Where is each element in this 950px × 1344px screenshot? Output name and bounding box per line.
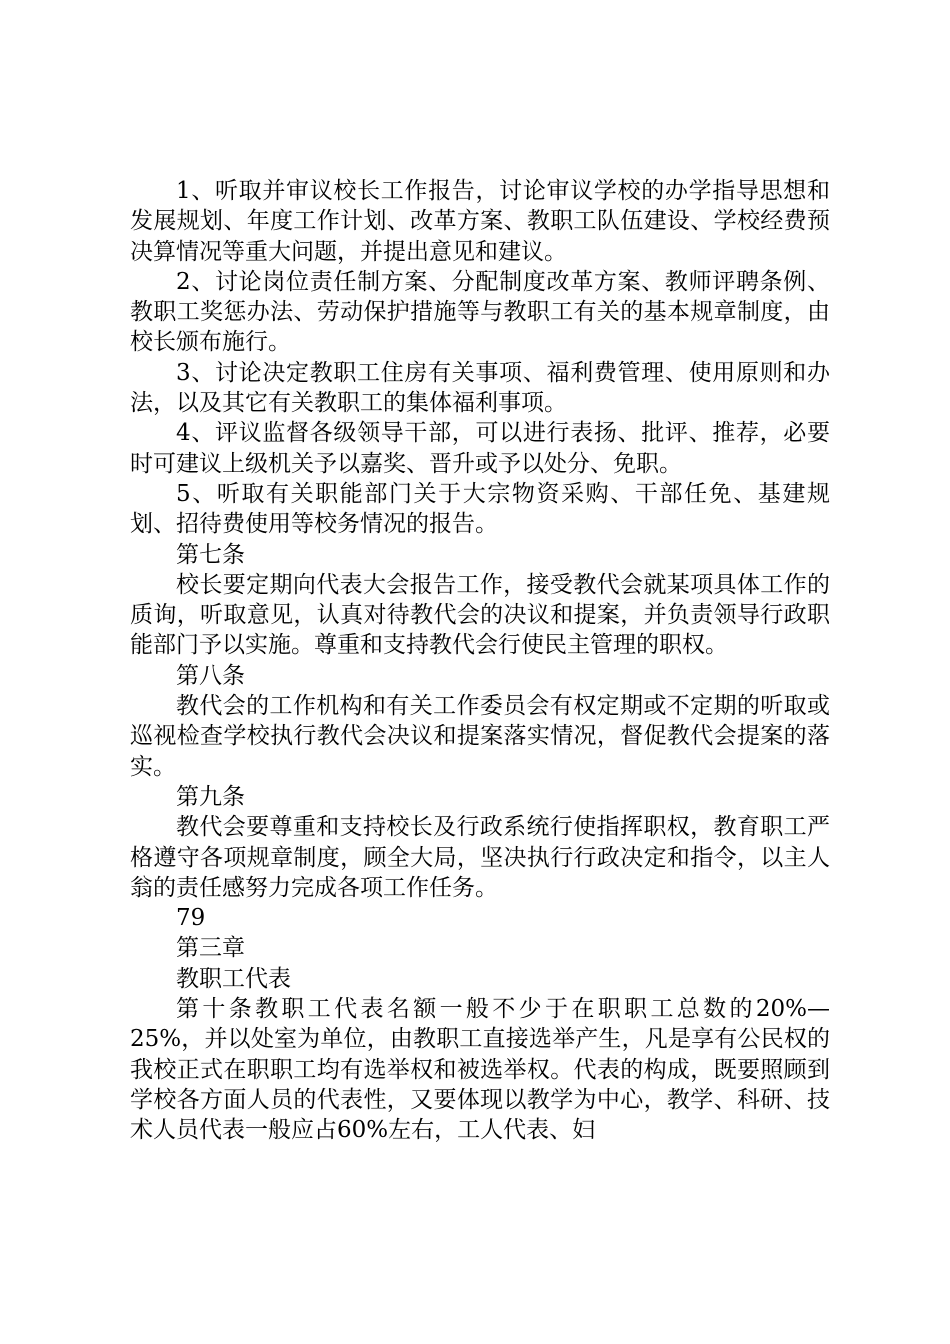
article-8-text: 教代会的工作机构和有关工作委员会有权定期或不定期的听取或巡视检查学校执行教代会决议和提案落实情况，督促教代会提案的落实。 — [130, 693, 830, 780]
chapter-3-title: 教职工代表 — [176, 965, 291, 992]
paragraph-item-5: 5、听取有关职能部门关于大宗物资采购、干部任免、基建规划、招待费使用等校务情况的报告。 — [130, 480, 830, 538]
article-7-text: 校长要定期向代表大会报告工作，接受教代会就某项具体工作的质询，听取意见，认真对待教代会的决议和提案，并负责领导行政职能部门予以实施。尊重和支持教代会行使民主管理的职权。 — [130, 571, 830, 659]
article-10-text: 第十条教职工代表名额一般不少于在职职工总数的20%—25%，并以处室为单位，由教职工直接选举产生，凡是享有公民权的我校正式在职职工均有选举权和被选举权。代表的构成，既要照顾到学校各方面人员的代表性，又要体现以教学为中心，教学、科研、技术人员代表一般应占60%左右，工人代表、妇 — [130, 996, 830, 1144]
article-7-heading: 第七条 — [176, 541, 245, 568]
paragraph-item-3: 3、讨论决定教职工住房有关事项、福利费管理、使用原则和办法，以及其它有关教职工的集体福利事项。 — [130, 359, 830, 417]
paragraph-item-1: 1、听取并审议校长工作报告，讨论审议学校的办学指导思想和发展规划、年度工作计划、改革方案、教职工队伍建设、学校经费预决算情况等重大问题，并提出意见和建议。 — [130, 178, 830, 265]
article-9-text: 教代会要尊重和支持校长及行政系统行使指挥职权，教育职工严格遵守各项规章制度，顾全大局，坚决执行行政决定和指令，以主人翁的责任感努力完成各项工作任务。 — [130, 814, 830, 901]
page-number: 79 — [176, 905, 206, 932]
article-8-heading: 第八条 — [176, 662, 245, 689]
document-page — [130, 176, 830, 1146]
paragraph-item-4: 4、评议监督各级领导干部，可以进行表扬、批评、推荐，必要时可建议上级机关予以嘉奖、晋升或予以处分、免职。 — [130, 420, 830, 477]
article-9-heading: 第九条 — [176, 783, 245, 810]
chapter-3-heading: 第三章 — [176, 935, 245, 962]
paragraph-item-2: 2、讨论岗位责任制方案、分配制度改革方案、教师评聘条例、教职工奖惩办法、劳动保护措施等与教职工有关的基本规章制度，由校长颁布施行。 — [130, 268, 830, 356]
